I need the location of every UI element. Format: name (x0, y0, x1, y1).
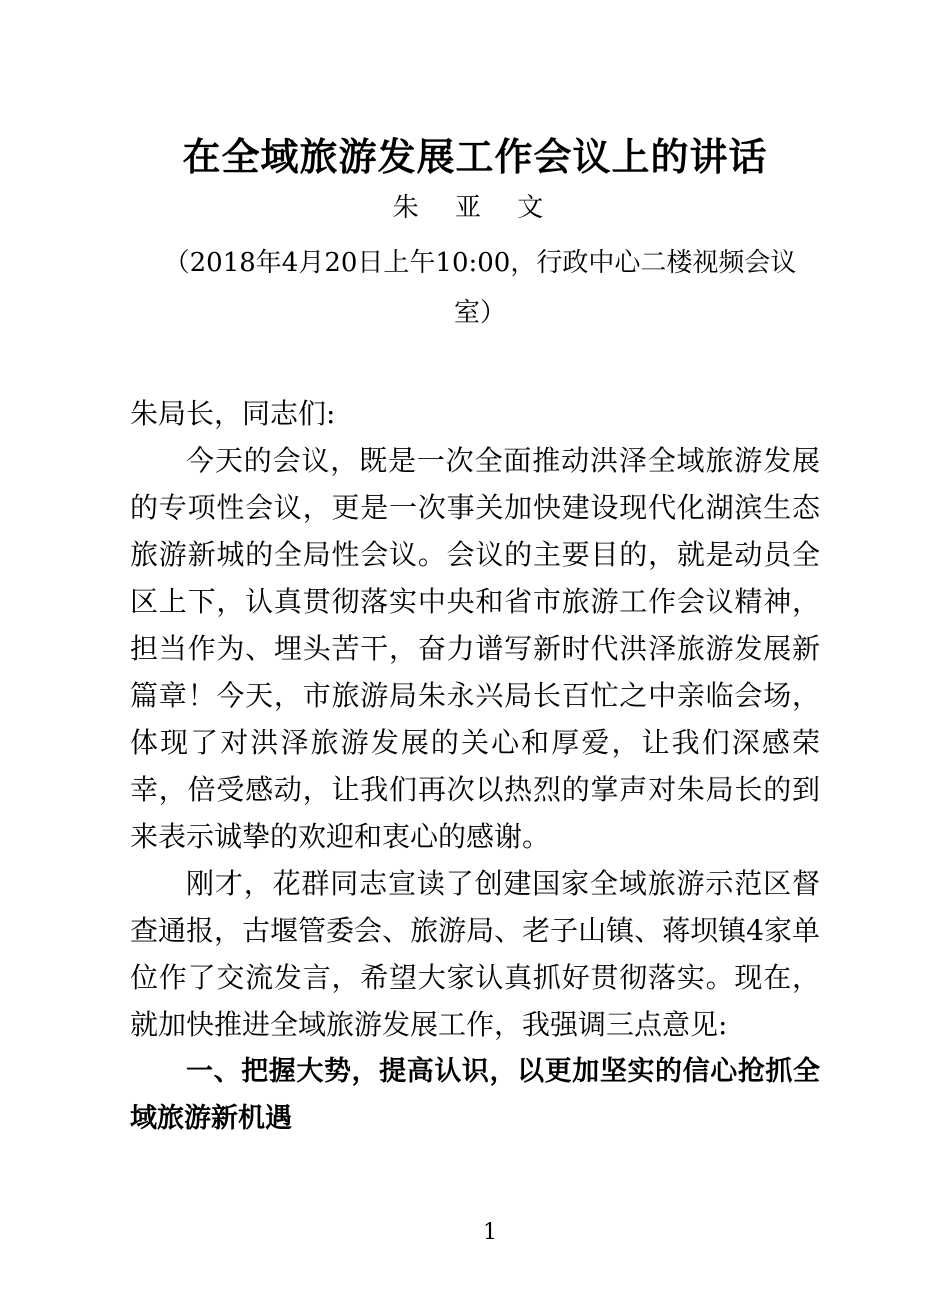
paragraph: 今天的会议，既是一次全面推动洪泽全域旅游发展的专项性会议，更是一次事关加快建设现代化湖滨生态旅游新城的全局性会议。会议的主要目的，就是动员全区上下，认真贯彻落实中央和省市旅游工作会议精神，担当作为、埋头苦干，奋力谱写新时代洪泽旅游发展新篇章！今天，市旅游局朱永兴局长百忙之中亲临会场，体现了对洪泽旅游发展的关心和厚爱，让我们深感荣幸，倍受感动，让我们再次以热烈的掌声对朱局长的到来表示诚挚的欢迎和衷心的感谢。 (130, 444, 820, 853)
paragraph: 刚才，花群同志宣读了创建国家全域旅游示范区督查通报，古堰管委会、旅游局、老子山镇、蒋坝镇4家单位作了交流发言，希望大家认真抓好贯彻落实。现在，就加快推进全域旅游发展工作，我强调三点意见: (130, 867, 820, 1041)
document-body (130, 390, 820, 1142)
section-heading: 一、把握大势，提高认识，以更加坚实的信心抢抓全域旅游新机遇 (130, 1056, 820, 1134)
page-number: 1 (483, 1220, 497, 1245)
author-name: 朱 亚 文 (392, 193, 558, 223)
document-title: 在全域旅游发展工作会议上的讲话 (182, 135, 768, 179)
salutation: 朱局长，同志们: (130, 397, 336, 430)
dateline: （2018年4月20日上午10:00，行政中心二楼视频会议室） (163, 248, 797, 328)
